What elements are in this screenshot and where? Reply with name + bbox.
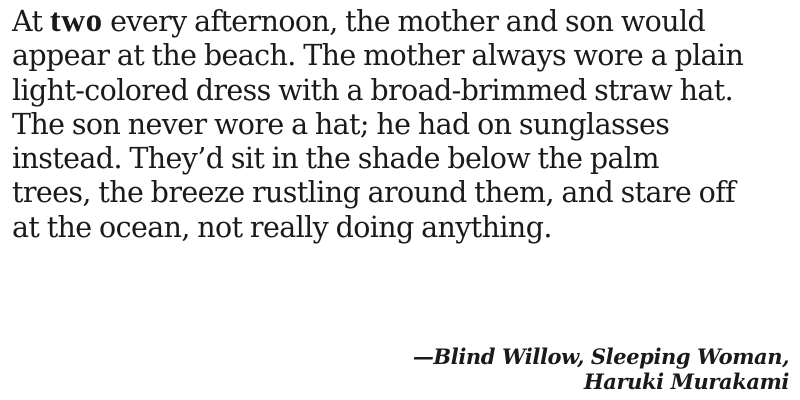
passage-line-2: appear at the beach. The mother always wore a plain	[12, 39, 744, 73]
passage-line-5: instead. They’d sit in the shade below the palm	[12, 142, 659, 176]
quote-attribution	[413, 344, 789, 394]
passage-line-6: trees, the breeze rustling around them, and stare off	[12, 176, 736, 210]
passage-line-1	[12, 4, 792, 39]
passage-line-1-start: At	[12, 5, 50, 38]
emphasized-word: two	[49, 3, 103, 39]
attribution-work-title: —Blind Willow, Sleeping Woman,	[412, 344, 789, 369]
passage-line-3: light-colored dress with a broad-brimmed straw hat.	[12, 73, 734, 107]
attribution-author: Haruki Murakami	[583, 369, 789, 394]
passage-line-1-end: every afternoon, the mother and son would	[102, 5, 706, 38]
passage-line-7: at the ocean, not really doing anything.	[12, 210, 552, 244]
quote-passage	[12, 4, 792, 245]
passage-line-4: The son never wore a hat; he had on sunglasses	[12, 107, 670, 141]
